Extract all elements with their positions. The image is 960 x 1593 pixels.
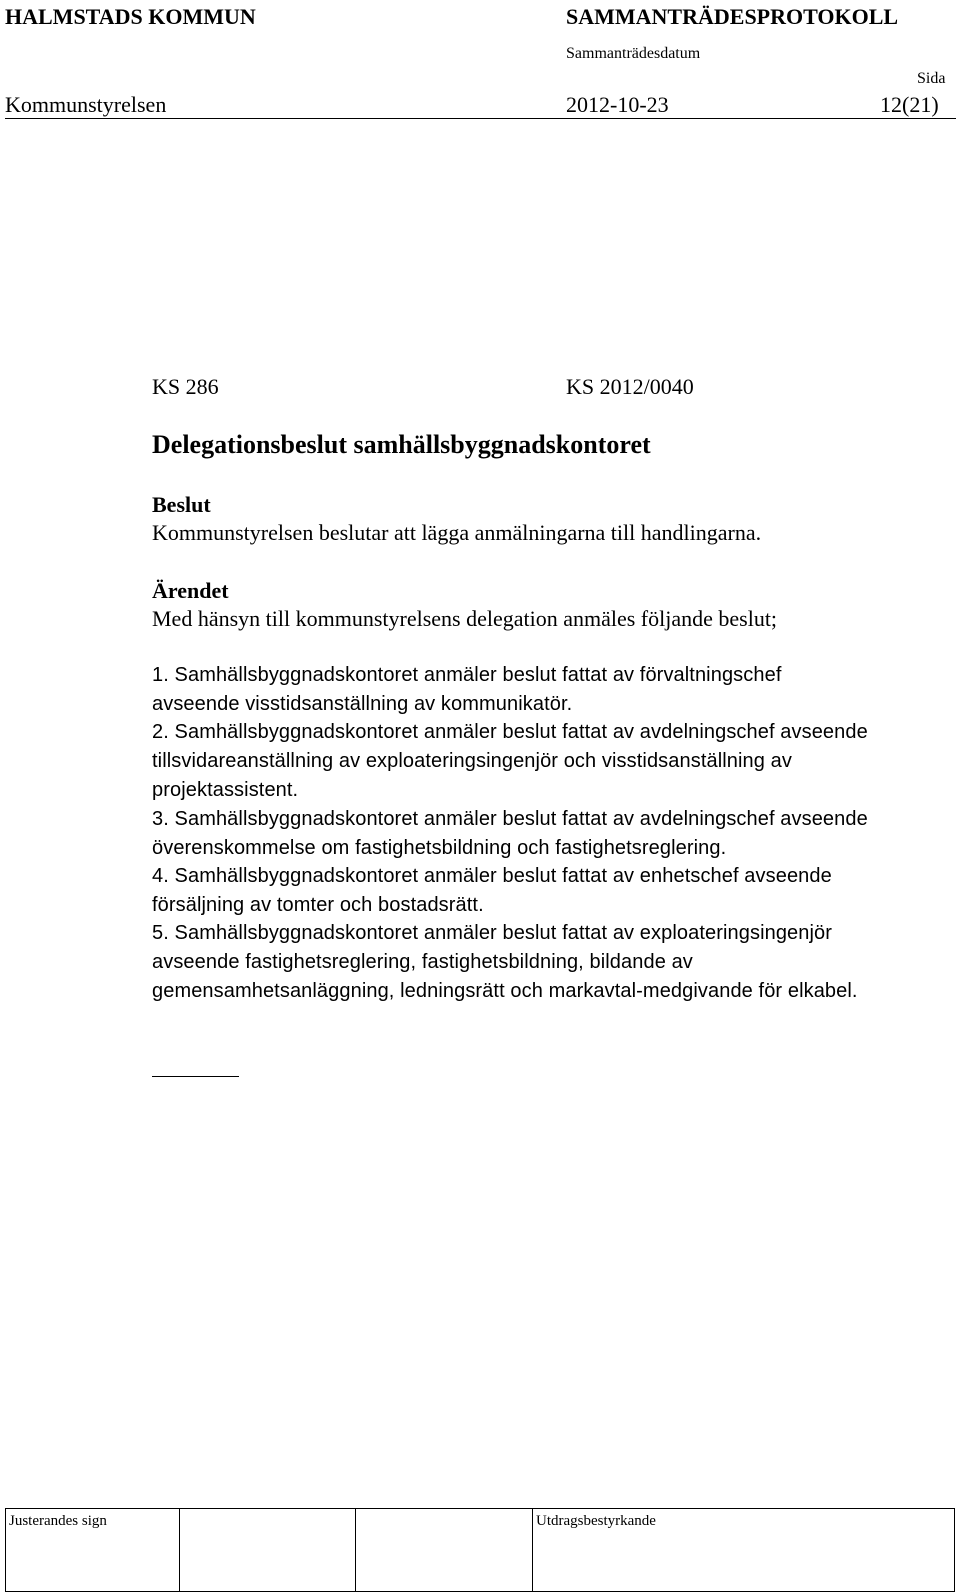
list-item-line: försäljning av tomter och bostadsrätt. <box>152 894 484 916</box>
page-number: 12(21) <box>880 92 939 117</box>
list-item-line: gemensamhetsanläggning, ledningsrätt och markavtal-medgivande för elkabel. <box>152 980 858 1002</box>
list-item-line: 4. Samhällsbyggnadskontoret anmäler beslut fattat av enhetschef avseende <box>152 865 832 887</box>
list-item-line: 2. Samhällsbyggnadskontoret anmäler beslut fattat av avdelningschef avseende <box>152 721 868 743</box>
list-item-line: 1. Samhällsbyggnadskontoret anmäler beslut fattat av förvaltningschef <box>152 664 782 686</box>
meeting-date: 2012-10-23 <box>566 92 669 117</box>
signature-footer <box>5 1508 955 1592</box>
case-title: Delegationsbeslut samhällsbyggnadskontoret <box>152 430 651 459</box>
list-item-line: avseende visstidsanställning av kommunikatör. <box>152 693 573 715</box>
list-item <box>152 718 952 805</box>
list-item-line: projektassistent. <box>152 779 299 801</box>
list-item <box>152 919 952 1006</box>
page-label: Sida <box>917 70 946 87</box>
certification-cell <box>533 1509 954 1591</box>
ks-number: KS 286 <box>152 374 219 399</box>
list-item-line: tillsvidareanställning av exploateringsingenjör och visstidsanställning av <box>152 750 792 772</box>
list-item-line: avseende fastighetsreglering, fastighetsbildning, bildande av <box>152 951 693 973</box>
certification-label: Utdragsbestyrkande <box>536 1513 656 1529</box>
meeting-date-label: Sammanträdesdatum <box>566 45 701 62</box>
header-divider <box>5 118 956 119</box>
document-type: SAMMANTRÄDESPROTOKOLL <box>566 4 899 29</box>
signature-label: Justerandes sign <box>9 1513 107 1529</box>
list-item-line: 5. Samhällsbyggnadskontoret anmäler beslut fattat av exploateringsingenjör <box>152 922 833 944</box>
signature-box <box>356 1509 533 1591</box>
matter-intro: Med hänsyn till kommunstyrelsens delegation anmäles följande beslut; <box>152 606 778 631</box>
decision-text: Kommunstyrelsen beslutar att lägga anmälningarna till handlingarna. <box>152 520 762 545</box>
signature-cell <box>6 1509 180 1591</box>
signature-box <box>180 1509 356 1591</box>
committee-name: Kommunstyrelsen <box>5 92 167 117</box>
list-item-line: överenskommelse om fastighetsbildning och fastighetsreglering. <box>152 837 727 859</box>
org-name: HALMSTADS KOMMUN <box>5 4 256 29</box>
end-rule <box>152 1076 239 1077</box>
diary-number: KS 2012/0040 <box>566 374 694 399</box>
list-item <box>152 862 952 920</box>
decision-heading: Beslut <box>152 492 211 517</box>
matter-heading: Ärendet <box>152 578 229 603</box>
list-item-line: 3. Samhällsbyggnadskontoret anmäler beslut fattat av avdelningschef avseende <box>152 808 868 830</box>
list-item <box>152 661 952 719</box>
list-item <box>152 805 952 863</box>
